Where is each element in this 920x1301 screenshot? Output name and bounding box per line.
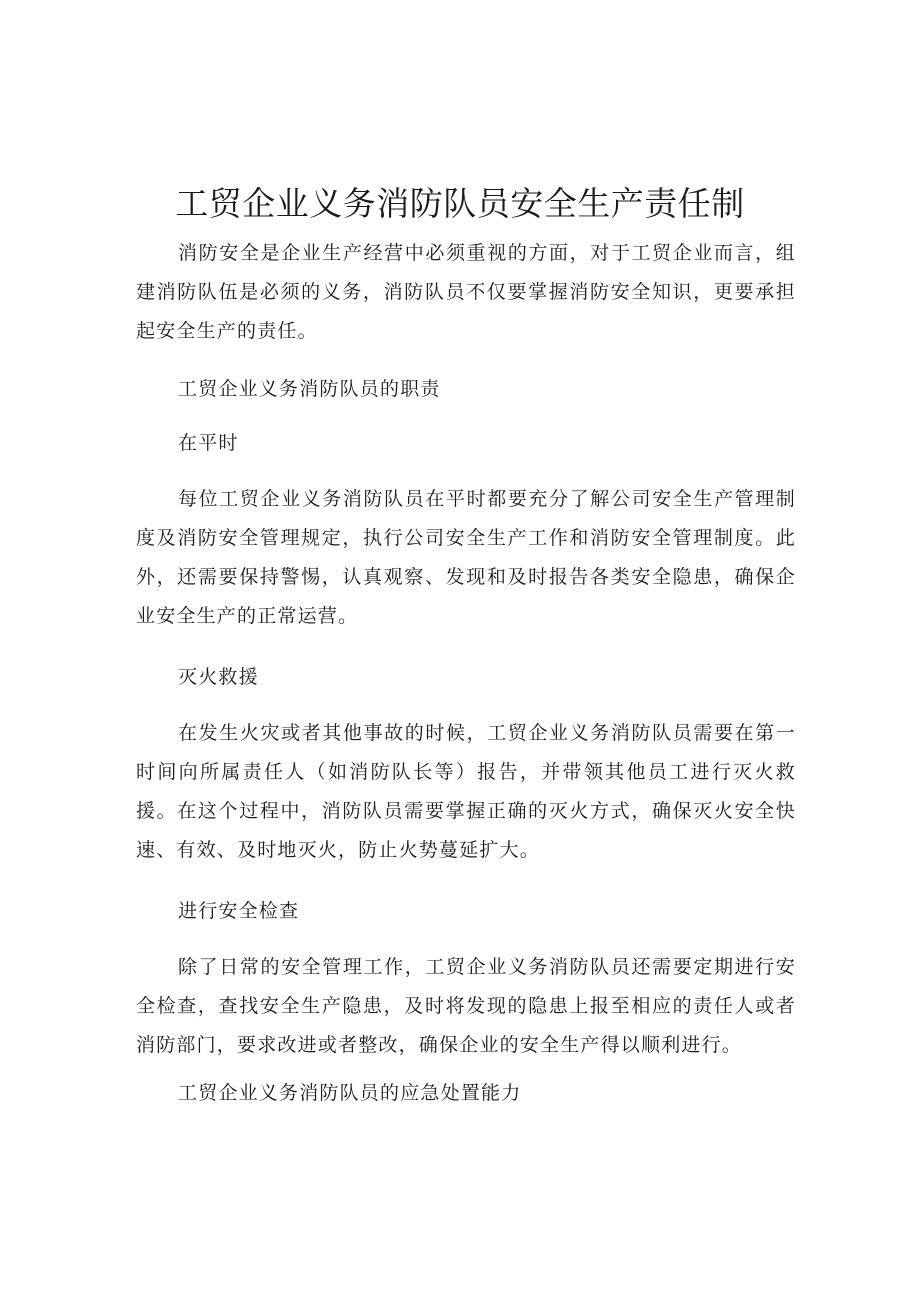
section-heading-emergency: 工贸企业义务消防队员的应急处置能力 [178,1082,522,1104]
subheading-daily: 在平时 [178,432,239,454]
intro-paragraph: 消防安全是企业生产经营中必须重视的方面，对于工贸企业而言，组建消防队伍是必须的义务，消防队员不仅要掌握消防安全知识，更要承担起安全生产的责任。 [136,242,796,342]
paragraph-daily: 每位工贸企业义务消防队员在平时都要充分了解公司安全生产管理制度及消防安全管理规定，执行公司安全生产工作和消防安全管理制度。此外，还需要保持警惕，认真观察、发现和及时报告各类安全隐患，确保企业安全生产的正常运营。 [136,488,796,627]
paragraph-inspection: 除了日常的安全管理工作，工贸企业义务消防队员还需要定期进行安全检查，查找安全生产隐患，及时将发现的隐患上报至相应的责任人或者消防部门，要求改进或者整改，确保企业的安全生产得以顺利进行。 [136,956,796,1056]
subheading-inspection: 进行安全检查 [178,900,300,922]
subheading-firefighting: 灭火救援 [178,666,259,688]
document-title: 工贸企业义务消防队员安全生产责任制 [175,184,745,223]
paragraph-firefighting: 在发生火灾或者其他事故的时候，工贸企业义务消防队员需要在第一时间向所属责任人（如消防队长等）报告，并带领其他员工进行灭火救援。在这个过程中，消防队员需要掌握正确的灭火方式，确保灭火安全快速、有效、及时地灭火，防止火势蔓延扩大。 [136,722,796,861]
section-heading-duties: 工贸企业义务消防队员的职责 [178,378,441,400]
